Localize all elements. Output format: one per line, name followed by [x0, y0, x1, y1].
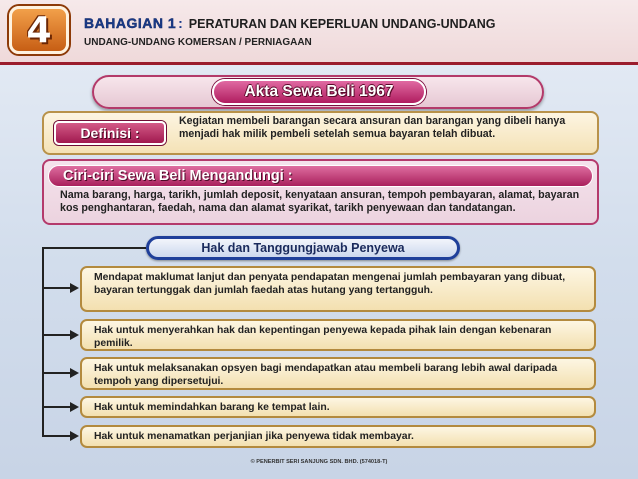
features-box — [42, 159, 599, 225]
chapter-subtitle: UNDANG-UNDANG KOMERSAN / PERNIAGAAN — [84, 37, 312, 48]
act-title-pill — [92, 75, 544, 109]
rights-item-text: Hak untuk memindahkan barang ke tempat lain. — [94, 402, 330, 413]
rights-item-text: Mendapat maklumat lanjut dan penyata pendapatan mengenai jumlah pembayaran yang dibuat, bayaran tertunggak dan jumlah faedah atas hutang yang tertangguh. — [94, 272, 566, 296]
features-title: Ciri-ciri Sewa Beli Mengandungi : — [63, 168, 293, 184]
act-title: Akta Sewa Beli 1967 — [244, 83, 394, 100]
rights-item — [80, 266, 596, 312]
connector-branch — [42, 287, 70, 289]
arrow-right-icon — [70, 368, 79, 378]
definition-text: Kegiatan membeli barangan secara ansuran dan barangan yang dibeli hanya menjadi hak milik pembeli setelah semua bayaran telah dibuat. — [179, 115, 566, 141]
part-separator: : — [178, 15, 183, 31]
publisher-footer: © PENERBIT SERI SANJUNG SDN. BHD. (574018-T) — [250, 459, 388, 465]
header-bar — [0, 0, 638, 65]
arrow-right-icon — [70, 402, 79, 412]
chapter-badge — [9, 6, 69, 54]
chapter-title: PERATURAN DAN KEPERLUAN UNDANG-UNDANG — [188, 17, 496, 31]
rights-item — [80, 319, 596, 351]
features-text: Nama barang, harga, tarikh, jumlah deposit, kenyataan ansuran, tempoh pembayaran, alamat, bayaran kos penghantaran, faedah, nama dan alamat syarikat, tarikh penyewaan dan tandatangan. — [60, 189, 580, 215]
act-title-badge — [212, 79, 426, 105]
rights-item — [80, 357, 596, 390]
connector-branch — [42, 334, 70, 336]
connector-branch — [42, 406, 70, 408]
chapter-number: 4 — [26, 10, 52, 51]
rights-item-text: Hak untuk melaksanakan opsyen bagi mendapatkan atau membeli barang lebih awal daripada tempoh yang dipersetujui. — [94, 363, 558, 387]
connector-branch — [42, 372, 70, 374]
rights-item-text: Hak untuk menyerahkan hak dan kepentingan penyewa kepada pihak lain dengan kebenaran pemilik. — [94, 325, 552, 349]
rights-title-box — [146, 236, 460, 260]
connector-top-line — [42, 247, 146, 249]
features-banner — [48, 165, 593, 187]
arrow-right-icon — [70, 283, 79, 293]
rights-item — [80, 396, 596, 418]
rights-item-text: Hak untuk menamatkan perjanjian jika penyewa tidak membayar. — [94, 431, 414, 442]
header-title-row — [84, 13, 496, 32]
connector-branch — [42, 435, 70, 437]
arrow-right-icon — [70, 431, 79, 441]
arrow-right-icon — [70, 330, 79, 340]
rights-title: Hak dan Tanggungjawab Penyewa — [201, 241, 405, 255]
definition-label: Definisi : — [54, 121, 166, 145]
rights-item — [80, 425, 596, 448]
part-label: BAHAGIAN 1 — [84, 15, 177, 31]
definition-box — [42, 111, 599, 155]
